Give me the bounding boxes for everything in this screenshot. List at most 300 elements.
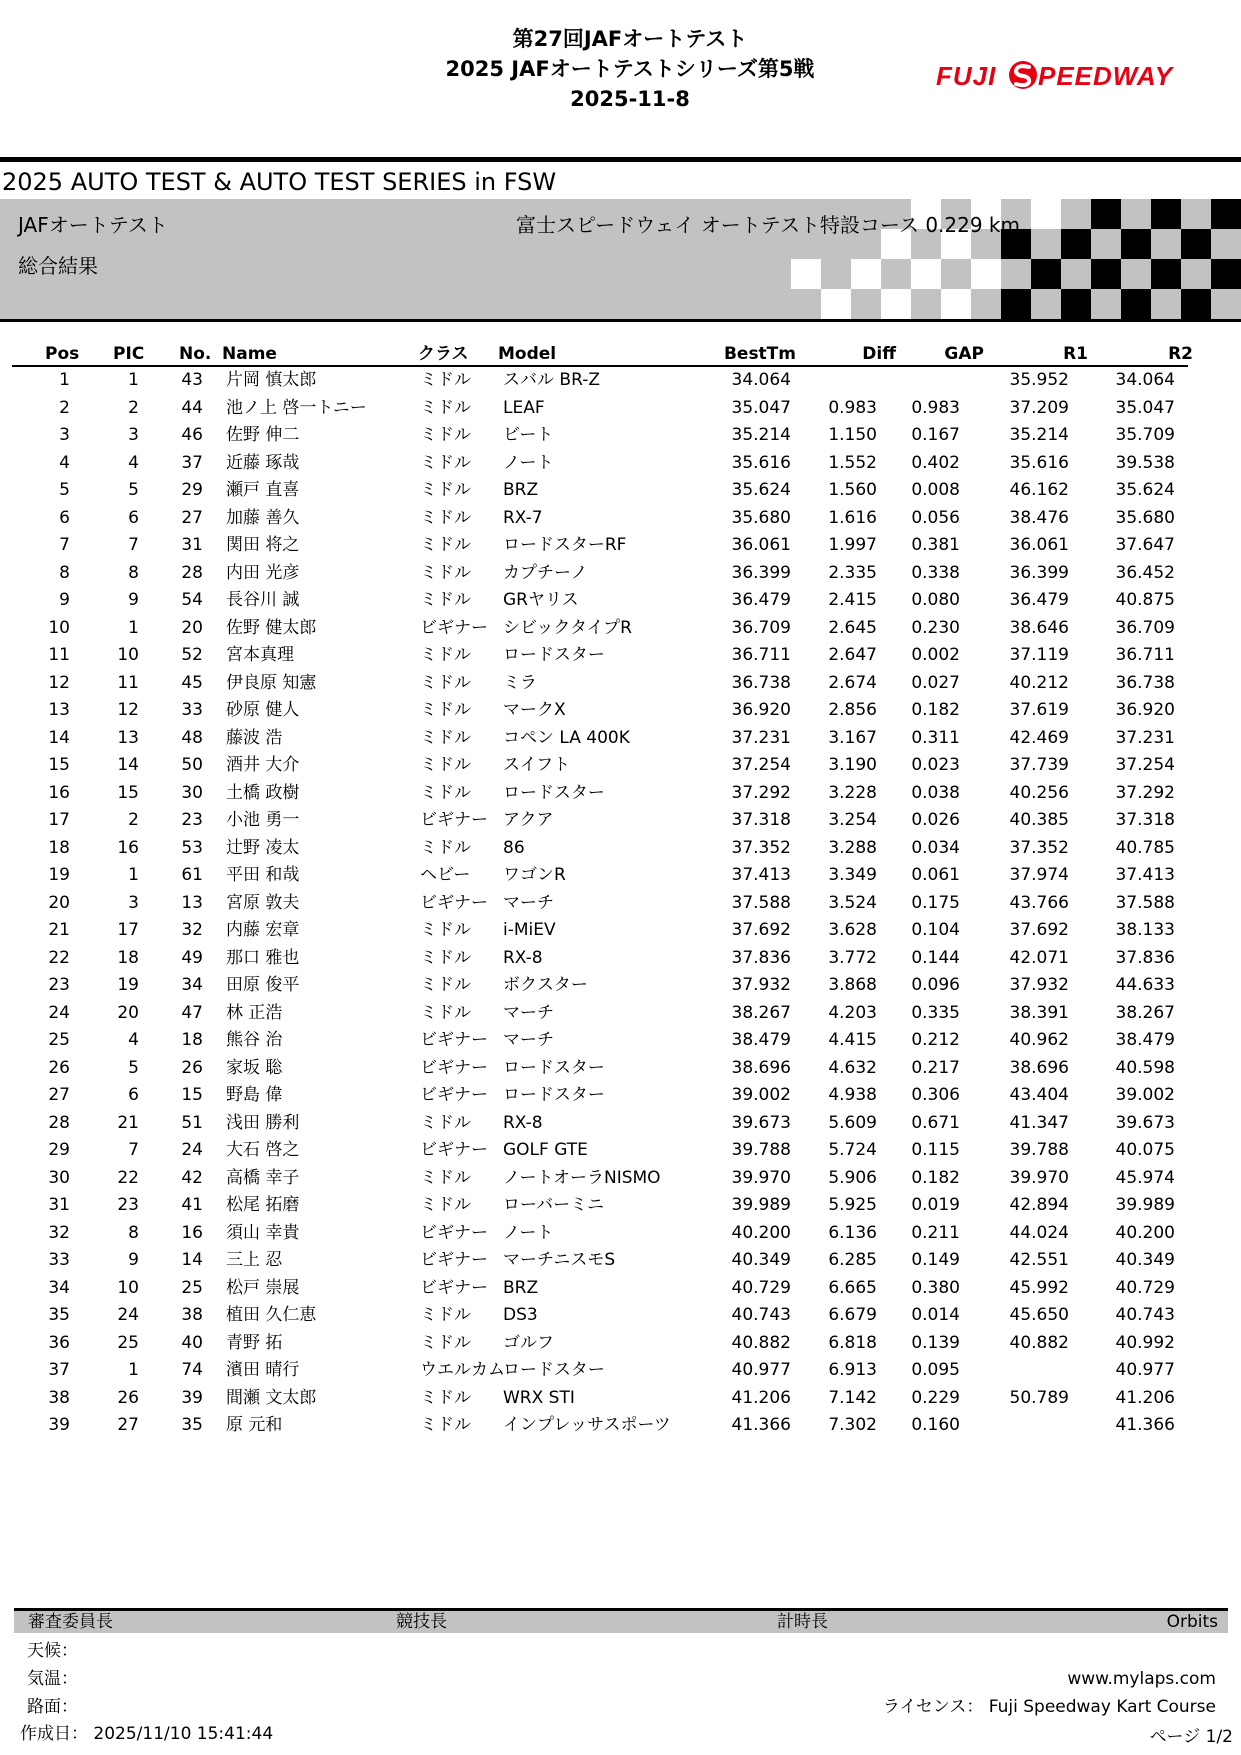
- cell-no: 27: [181, 507, 203, 528]
- cell-diff: 3.288: [828, 837, 877, 858]
- cell-model: アクア: [503, 810, 554, 830]
- cell-pic: 9: [128, 590, 139, 610]
- cell-r2: 40.875: [1115, 590, 1175, 610]
- cell-r2: 36.711: [1115, 645, 1175, 665]
- cell-diff: 5.724: [828, 1140, 877, 1160]
- cell-no: 24: [181, 1140, 203, 1160]
- cell-model: ローバーミニ: [503, 1195, 605, 1215]
- cell-gap: 0.380: [911, 1277, 960, 1298]
- cell-gap: 0.139: [911, 1332, 960, 1353]
- cell-model: ロードスター: [503, 645, 605, 665]
- cell-name: 内田 光彦: [226, 562, 300, 583]
- cell-class: ミドル: [420, 700, 471, 720]
- cell-gap: 0.306: [911, 1085, 960, 1105]
- cell-class: ミドル: [420, 1002, 471, 1023]
- cell-best: 40.977: [731, 1360, 791, 1380]
- cell-pic: 18: [117, 947, 139, 968]
- table-header: [12, 343, 1193, 367]
- cell-pos: 36: [48, 1332, 70, 1353]
- table-row: [0, 752, 1241, 780]
- cell-r1: 38.391: [1009, 1002, 1069, 1023]
- cell-diff: 2.335: [828, 562, 877, 583]
- checker-square: [1091, 199, 1121, 229]
- cell-r2: 39.989: [1115, 1195, 1175, 1215]
- cell-r2: 40.729: [1115, 1277, 1175, 1298]
- cell-best: 39.970: [731, 1167, 791, 1188]
- cell-r1: 40.212: [1009, 672, 1069, 693]
- cell-r2: 36.709: [1115, 617, 1175, 638]
- weather-label: 天候：: [27, 1641, 78, 1661]
- cell-class: ミドル: [420, 755, 471, 775]
- cell-model: ロードスター: [503, 1360, 605, 1380]
- col-gap: GAP: [944, 344, 984, 364]
- title-line-event: 第27回JAFオートテスト: [512, 27, 748, 51]
- cell-no: 45: [181, 672, 203, 693]
- cell-r1: 37.692: [1009, 920, 1069, 940]
- cell-r1: 37.119: [1009, 645, 1069, 665]
- cell-pos: 9: [59, 590, 70, 610]
- cell-pos: 11: [48, 645, 70, 665]
- cell-best: 35.680: [731, 507, 791, 528]
- checker-square: [851, 259, 881, 289]
- cell-gap: 0.095: [911, 1360, 960, 1380]
- cell-gap: 0.019: [911, 1195, 960, 1215]
- cell-no: 16: [181, 1222, 203, 1243]
- cell-no: 38: [181, 1305, 203, 1325]
- cell-best: 41.206: [731, 1387, 791, 1408]
- result-type: 総合結果: [18, 254, 98, 278]
- cell-class: ビギナー: [420, 617, 488, 638]
- cell-gap: 0.311: [911, 727, 960, 748]
- cell-model: マーチ: [503, 1030, 554, 1050]
- cell-diff: 2.645: [828, 617, 877, 638]
- cell-best: 38.479: [731, 1030, 791, 1050]
- cell-best: 39.989: [731, 1195, 791, 1215]
- cell-model: マークX: [503, 700, 566, 720]
- table-row: [0, 505, 1241, 533]
- cell-name: 酒井 大介: [226, 755, 300, 775]
- cell-r1: 38.696: [1009, 1057, 1069, 1078]
- cell-r1: 40.962: [1009, 1030, 1069, 1050]
- cell-name: 長谷川 誠: [226, 590, 300, 610]
- cell-class: ビギナー: [420, 1057, 488, 1078]
- table-row: [0, 1137, 1241, 1165]
- table-row: [0, 1055, 1241, 1083]
- cell-pos: 19: [48, 865, 70, 885]
- table-row: [0, 917, 1241, 945]
- cell-best: 40.882: [731, 1332, 791, 1353]
- checker-square: [1091, 259, 1121, 289]
- table-row: [0, 1192, 1241, 1220]
- cell-name: 松尾 拓磨: [226, 1195, 300, 1215]
- cell-pos: 34: [48, 1277, 70, 1298]
- cell-gap: 0.402: [911, 452, 960, 473]
- cell-pos: 35: [48, 1305, 70, 1325]
- event-name: JAFオートテスト: [18, 213, 168, 237]
- cell-model: WRX STI: [503, 1387, 575, 1408]
- cell-name: 野島 偉: [226, 1085, 283, 1105]
- cell-gap: 0.338: [911, 562, 960, 583]
- cell-gap: 0.160: [911, 1415, 960, 1435]
- checker-square: [1151, 199, 1181, 229]
- cell-r1: 35.214: [1009, 425, 1069, 445]
- cell-pos: 27: [48, 1085, 70, 1105]
- cell-r1: 38.646: [1009, 617, 1069, 638]
- cell-no: 49: [181, 947, 203, 968]
- cell-no: 23: [181, 810, 203, 830]
- steward-label: 審査委員長: [28, 1612, 113, 1632]
- cell-pic: 11: [117, 672, 139, 693]
- cell-diff: 1.552: [828, 452, 877, 473]
- cell-diff: 6.665: [828, 1277, 877, 1298]
- checker-square: [1211, 259, 1241, 289]
- col-no: No.: [179, 344, 212, 364]
- cell-pos: 7: [59, 535, 70, 555]
- cell-pos: 3: [59, 425, 70, 445]
- cell-pos: 29: [48, 1140, 70, 1160]
- cell-model: BRZ: [503, 480, 539, 500]
- cell-model: ノートオーラNISMO: [503, 1167, 661, 1188]
- cell-best: 36.920: [731, 700, 791, 720]
- table-row: [0, 1357, 1241, 1385]
- checker-square: [1181, 229, 1211, 259]
- cell-name: 藤波 浩: [226, 727, 283, 748]
- cell-pic: 14: [117, 755, 139, 775]
- cell-diff: 1.150: [828, 425, 877, 445]
- cell-pos: 20: [48, 892, 70, 913]
- cell-best: 37.413: [731, 865, 791, 885]
- cell-name: 内藤 宏章: [226, 920, 300, 940]
- cell-class: ミドル: [420, 1195, 471, 1215]
- checker-square: [911, 259, 941, 289]
- table-row: [0, 890, 1241, 918]
- cell-no: 32: [181, 920, 203, 940]
- cell-diff: 3.524: [828, 892, 877, 913]
- col-name: Name: [222, 344, 277, 364]
- cell-best: 40.349: [731, 1250, 791, 1270]
- cell-pic: 13: [117, 727, 139, 748]
- cell-model: マーチニスモS: [503, 1250, 616, 1270]
- cell-r1: 39.970: [1009, 1167, 1069, 1188]
- cell-r2: 40.075: [1115, 1140, 1175, 1160]
- cell-name: 須山 幸貴: [226, 1222, 300, 1243]
- temperature-label: 気温：: [27, 1669, 78, 1689]
- cell-class: ミドル: [420, 480, 471, 500]
- cell-class: ミドル: [420, 590, 471, 610]
- cell-pos: 26: [48, 1057, 70, 1078]
- cell-model: ゴルフ: [503, 1332, 554, 1353]
- course-name: 富士スピードウェイ オートテスト特設コース 0.229 km: [516, 213, 1020, 237]
- title-line-date: 2025-11-8: [570, 87, 690, 111]
- cell-no: 52: [181, 645, 203, 665]
- orbits-label: Orbits: [1166, 1612, 1218, 1632]
- cell-pos: 30: [48, 1167, 70, 1188]
- cell-gap: 0.023: [911, 755, 960, 775]
- cell-name: 植田 久仁恵: [226, 1305, 317, 1325]
- cell-name: 家坂 聡: [226, 1057, 283, 1078]
- cell-pic: 10: [117, 1277, 139, 1298]
- checker-square: [1181, 289, 1211, 319]
- cell-pos: 31: [48, 1195, 70, 1215]
- cell-class: ビギナー: [420, 1250, 488, 1270]
- table-row: [0, 862, 1241, 890]
- cell-no: 28: [181, 562, 203, 583]
- cell-r2: 39.538: [1115, 452, 1175, 473]
- cell-gap: 0.026: [911, 810, 960, 830]
- subtitle: 2025 AUTO TEST & AUTO TEST SERIES in FSW: [2, 168, 557, 196]
- table-row: [0, 1302, 1241, 1330]
- cell-r2: 37.292: [1115, 782, 1175, 803]
- cell-r1: 35.952: [1009, 370, 1069, 390]
- page-number: ページ 1/2: [1149, 1727, 1233, 1747]
- cell-pic: 15: [117, 782, 139, 803]
- cell-r1: 38.476: [1009, 507, 1069, 528]
- cell-pic: 1: [128, 370, 139, 390]
- cell-diff: 2.674: [828, 672, 877, 693]
- cell-no: 13: [181, 892, 203, 913]
- cell-r1: 37.352: [1009, 837, 1069, 858]
- cell-gap: 0.211: [911, 1222, 960, 1243]
- cell-pic: 2: [128, 810, 139, 830]
- cell-class: ビギナー: [420, 1140, 488, 1160]
- clerk-label: 競技長: [396, 1612, 447, 1632]
- cell-r2: 35.709: [1115, 425, 1175, 445]
- cell-pic: 1: [128, 865, 139, 885]
- cell-model: BRZ: [503, 1277, 539, 1298]
- cell-no: 40: [181, 1332, 203, 1353]
- table-row: [0, 1385, 1241, 1413]
- cell-gap: 0.056: [911, 507, 960, 528]
- cell-diff: 4.938: [828, 1085, 877, 1105]
- table-row: [0, 945, 1241, 973]
- cell-r2: 36.452: [1115, 562, 1175, 583]
- cell-class: ビギナー: [420, 1222, 488, 1243]
- cell-r1: 40.256: [1009, 782, 1069, 803]
- cell-name: 林 正浩: [226, 1002, 283, 1023]
- cell-class: ビギナー: [420, 1085, 488, 1105]
- checker-square: [1151, 259, 1181, 289]
- cell-no: 20: [181, 617, 203, 638]
- cell-r1: 37.209: [1009, 397, 1069, 418]
- cell-diff: 6.913: [828, 1360, 877, 1380]
- cell-model: ビート: [503, 425, 554, 445]
- table-row: [0, 1027, 1241, 1055]
- cell-diff: 1.560: [828, 480, 877, 500]
- cell-best: 41.366: [731, 1415, 791, 1435]
- cell-best: 36.061: [731, 535, 791, 555]
- table-row: [0, 422, 1241, 450]
- info-box: [0, 199, 1241, 322]
- cell-pos: 10: [48, 617, 70, 638]
- cell-model: LEAF: [503, 397, 545, 418]
- cell-pos: 18: [48, 837, 70, 858]
- cell-r2: 37.413: [1115, 865, 1175, 885]
- cell-class: ミドル: [420, 1167, 471, 1188]
- cell-model: カプチーノ: [503, 562, 588, 583]
- cell-diff: 2.856: [828, 700, 877, 720]
- cell-r2: 40.598: [1115, 1057, 1175, 1078]
- checker-square: [881, 289, 911, 319]
- cell-gap: 0.335: [911, 1002, 960, 1023]
- cell-pic: 20: [117, 1002, 139, 1023]
- table-row: [0, 807, 1241, 835]
- svg-text:FUJI: FUJI: [936, 61, 997, 91]
- cell-no: 43: [181, 370, 203, 390]
- table-row: [0, 1247, 1241, 1275]
- cell-name: 佐野 伸二: [226, 425, 300, 445]
- cell-class: ミドル: [420, 1112, 471, 1133]
- cell-pic: 3: [128, 425, 139, 445]
- header-rule: [0, 157, 1241, 162]
- cell-r1: 44.024: [1009, 1222, 1069, 1243]
- col-model: Model: [498, 344, 557, 364]
- cell-no: 54: [181, 590, 203, 610]
- cell-r1: 40.882: [1009, 1332, 1069, 1353]
- checker-square: [1121, 229, 1151, 259]
- cell-r1: 43.766: [1009, 892, 1069, 913]
- cell-gap: 0.671: [911, 1112, 960, 1133]
- cell-pic: 4: [128, 452, 139, 473]
- cell-diff: 6.818: [828, 1332, 877, 1353]
- cell-no: 61: [181, 865, 203, 885]
- cell-no: 53: [181, 837, 203, 858]
- cell-r1: 37.619: [1009, 700, 1069, 720]
- cell-diff: 1.997: [828, 535, 877, 555]
- cell-r2: 39.673: [1115, 1112, 1175, 1133]
- cell-name: 伊良原 知憲: [226, 672, 317, 693]
- cell-r1: 43.404: [1009, 1085, 1069, 1105]
- cell-class: ミドル: [420, 1332, 471, 1353]
- cell-name: 浅田 勝利: [226, 1112, 300, 1133]
- cell-model: DS3: [503, 1305, 538, 1325]
- cell-pic: 3: [128, 892, 139, 913]
- cell-gap: 0.096: [911, 975, 960, 995]
- cell-no: 14: [181, 1250, 203, 1270]
- cell-pos: 32: [48, 1222, 70, 1243]
- checker-square: [1121, 289, 1151, 319]
- cell-diff: 2.415: [828, 590, 877, 610]
- license-info: ライセンス： Fuji Speedway Kart Course: [882, 1697, 1216, 1717]
- cell-class: ミドル: [420, 397, 471, 418]
- table-row: [0, 450, 1241, 478]
- table-row: [0, 615, 1241, 643]
- cell-r2: 37.231: [1115, 727, 1175, 748]
- cell-pic: 21: [117, 1112, 139, 1133]
- signature-bar: [14, 1608, 1228, 1633]
- cell-diff: 5.906: [828, 1167, 877, 1188]
- cell-model: GRヤリス: [503, 590, 579, 610]
- cell-pic: 16: [117, 837, 139, 858]
- website-link[interactable]: www.mylaps.com: [1067, 1669, 1216, 1689]
- cell-class: ミドル: [420, 782, 471, 803]
- cell-best: 37.588: [731, 892, 791, 913]
- cell-gap: 0.115: [911, 1140, 960, 1160]
- cell-gap: 0.144: [911, 947, 960, 968]
- checker-square: [1031, 259, 1061, 289]
- cell-diff: 5.609: [828, 1112, 877, 1133]
- cell-diff: 6.285: [828, 1250, 877, 1270]
- cell-no: 37: [181, 452, 203, 473]
- col-pic: PIC: [113, 344, 145, 364]
- cell-name: 佐野 健太郎: [226, 617, 317, 638]
- cell-model: RX-8: [503, 1112, 543, 1133]
- cell-r2: 36.738: [1115, 672, 1175, 693]
- checker-square: [791, 259, 821, 289]
- cell-model: ノート: [503, 452, 554, 473]
- cell-best: 38.267: [731, 1002, 791, 1023]
- cell-pos: 13: [48, 700, 70, 720]
- cell-pic: 22: [117, 1167, 139, 1188]
- cell-no: 41: [181, 1195, 203, 1215]
- cell-model: マーチ: [503, 892, 554, 913]
- cell-diff: 3.254: [828, 810, 877, 830]
- cell-best: 36.709: [731, 617, 791, 638]
- cell-name: 熊谷 治: [226, 1030, 283, 1050]
- cell-pos: 5: [59, 480, 70, 500]
- cell-pos: 23: [48, 975, 70, 995]
- cell-r1: 37.974: [1009, 865, 1069, 885]
- cell-r2: 40.992: [1115, 1332, 1175, 1353]
- cell-name: 三上 忍: [226, 1250, 283, 1270]
- cell-r1: 46.162: [1009, 480, 1069, 500]
- cell-gap: 0.034: [911, 837, 960, 858]
- cell-r1: 42.071: [1009, 947, 1069, 968]
- cell-no: 74: [181, 1360, 203, 1380]
- cell-name: 青野 拓: [226, 1332, 283, 1353]
- cell-model: 86: [503, 837, 525, 858]
- cell-pos: 22: [48, 947, 70, 968]
- cell-no: 33: [181, 700, 203, 720]
- cell-r2: 41.206: [1115, 1387, 1175, 1408]
- results-table: [0, 367, 1241, 1440]
- checker-square: [971, 259, 1001, 289]
- cell-pic: 2: [128, 397, 139, 418]
- table-row: [0, 532, 1241, 560]
- cell-name: 土橋 政樹: [226, 782, 300, 803]
- svg-text:PEEDWAY: PEEDWAY: [1038, 61, 1174, 91]
- cell-diff: 6.679: [828, 1305, 877, 1325]
- cell-no: 48: [181, 727, 203, 748]
- cell-gap: 0.008: [911, 480, 960, 500]
- table-row: [0, 395, 1241, 423]
- cell-name: 関田 将之: [226, 535, 300, 555]
- cell-no: 34: [181, 975, 203, 995]
- cell-diff: 3.628: [828, 920, 877, 940]
- cell-pic: 7: [128, 535, 139, 555]
- cell-gap: 0.182: [911, 700, 960, 720]
- cell-pos: 2: [59, 397, 70, 418]
- cell-r2: 35.047: [1115, 397, 1175, 418]
- cell-no: 26: [181, 1057, 203, 1078]
- checker-square: [1061, 229, 1091, 259]
- cell-class: ビギナー: [420, 1030, 488, 1050]
- table-row: [0, 1275, 1241, 1303]
- checker-square: [941, 289, 971, 319]
- cell-model: マーチ: [503, 1002, 554, 1023]
- cell-best: 35.624: [731, 480, 791, 500]
- cell-no: 44: [181, 397, 203, 418]
- cell-best: 36.399: [731, 562, 791, 583]
- cell-pos: 21: [48, 920, 70, 940]
- cell-name: 松戸 崇展: [226, 1277, 300, 1298]
- track-label: 路面：: [27, 1697, 78, 1717]
- cell-class: ミドル: [420, 535, 471, 555]
- cell-model: ロードスター: [503, 1057, 605, 1078]
- cell-r2: 37.318: [1115, 810, 1175, 830]
- cell-pos: 25: [48, 1030, 70, 1050]
- cell-r1: 42.469: [1009, 727, 1069, 748]
- col-diff: Diff: [862, 344, 896, 364]
